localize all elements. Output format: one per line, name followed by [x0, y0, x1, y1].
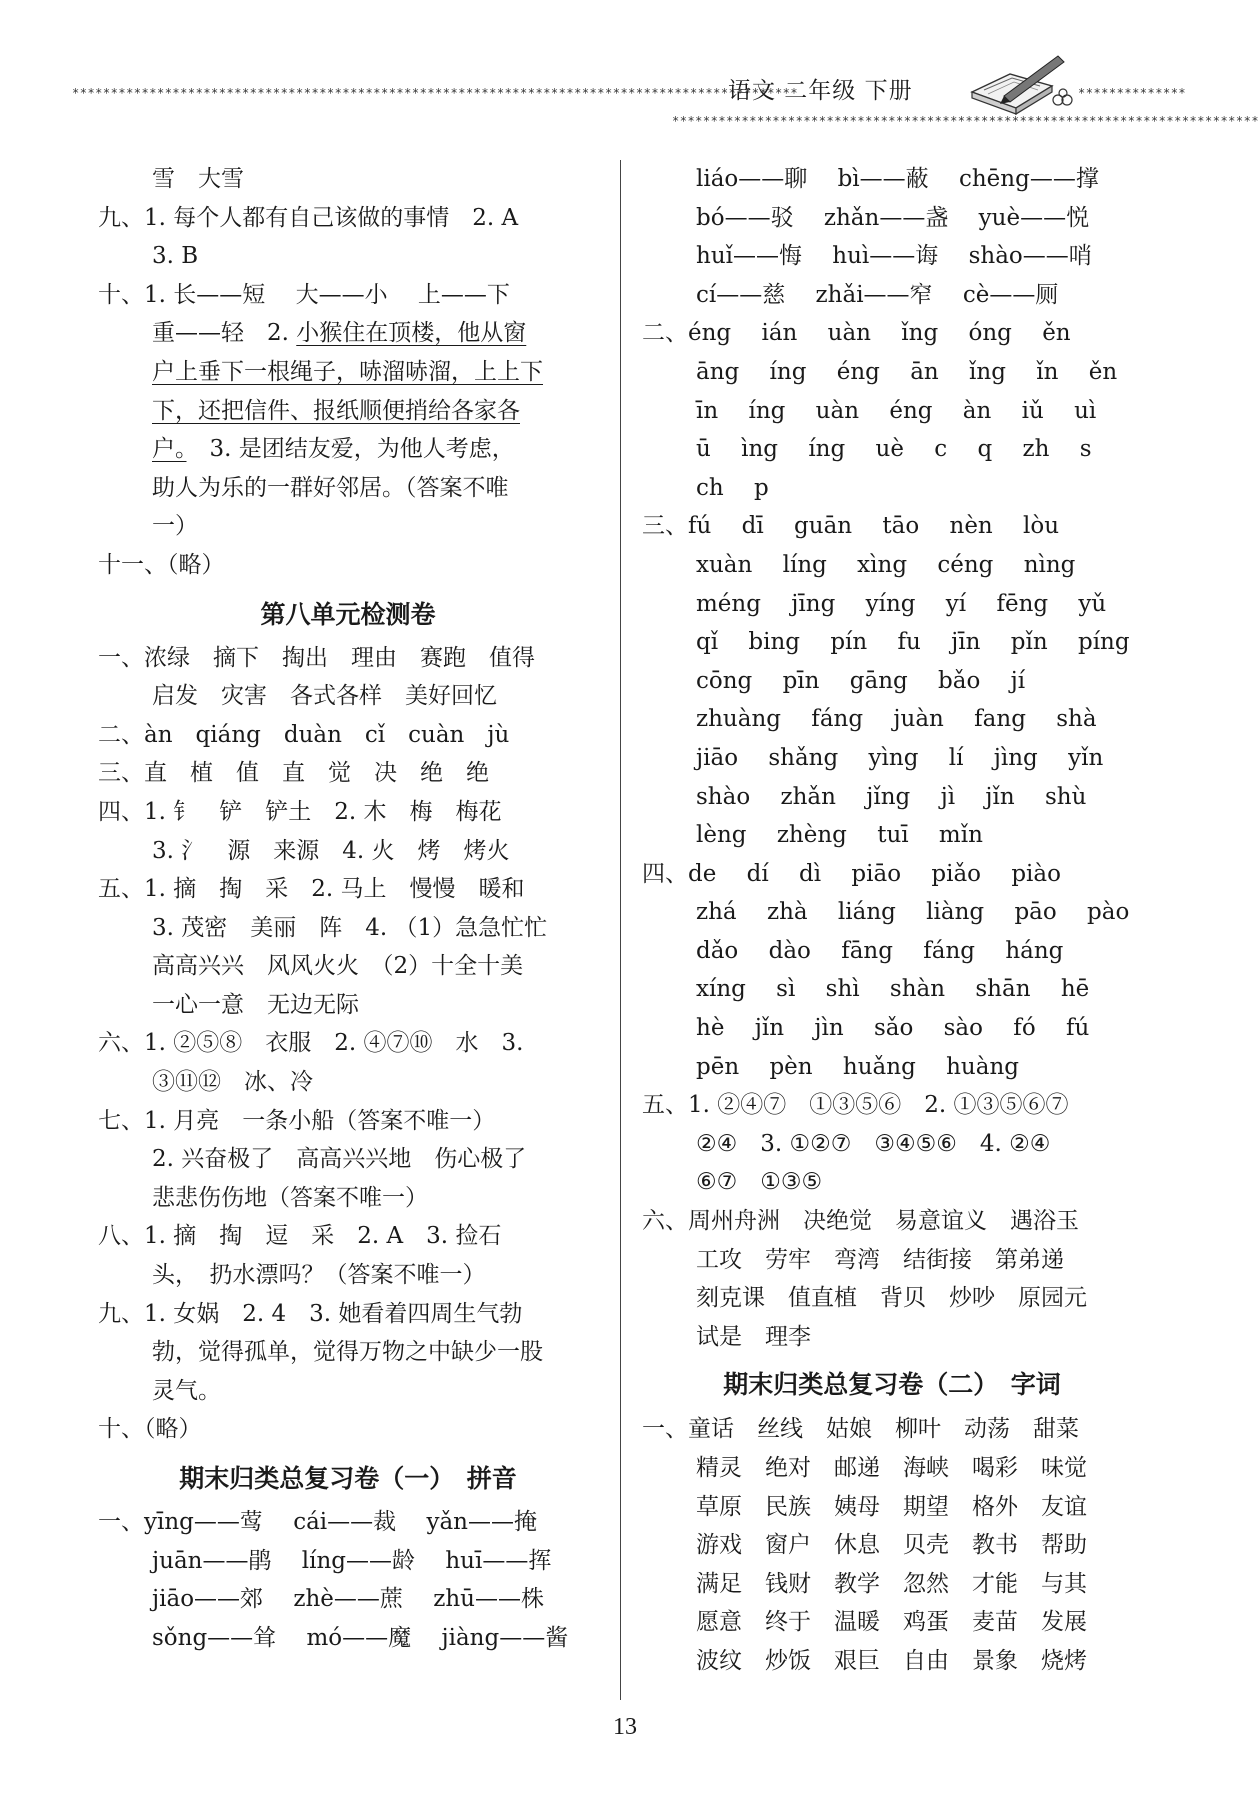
answer-line-continued: 2. 兴奋极了 高高兴兴地 伤心极了 — [152, 1146, 527, 1173]
answer-line-continued: bó——驳 zhǎn——盏 yuè——悦 — [696, 204, 1090, 231]
answer-line: 九、1. 女娲 2. 4 3. 她看着四周生气勃 — [98, 1300, 523, 1327]
answer-line-continued: 3. 茂密 美丽 阵 4. （1）急急忙忙 — [152, 914, 548, 941]
answer-line-continued: 3. 氵 源 来源 4. 火 烤 烤火 — [152, 837, 510, 864]
answer-line: 九、1. 每个人都有自己该做的事情 2. A — [98, 204, 519, 231]
answer-line-continued: cí——慈 zhǎi——窄 cè——厕 — [696, 281, 1059, 308]
answer-line: 六、1. ②⑤⑧ 衣服 2. ④⑦⑩ 水 3. — [98, 1030, 524, 1057]
answer-line-continued: 刻克课 值直植 背贝 炒吵 原园元 — [696, 1285, 1087, 1312]
answer-line-continued — [98, 314, 598, 353]
page-number: 13 — [613, 1714, 637, 1740]
answer-line-continued: ③⑪⑫ 冰、冷 — [152, 1069, 313, 1096]
answer-text: 3. 是团结友爱，为他人考虑， — [186, 436, 515, 463]
answer-line-continued: zhá zhà liáng liàng pāo pào — [696, 899, 1130, 926]
answer-line: 七、1. 月亮 一条小船（答案不唯一） — [98, 1107, 496, 1134]
answer-line-continued: zhuàng fáng juàn fang shà — [696, 706, 1097, 733]
answer-line-continued: xíng sì shì shàn shān hē — [696, 976, 1090, 1003]
underlined-answer-text: 户。 — [152, 436, 187, 463]
answer-line-continued: méng jīng yíng yí fēng yǔ — [696, 590, 1107, 617]
underlined-answer-text: 小猴住在顶楼，他从窗 — [296, 320, 527, 347]
answer-line-continued: huǐ——悔 huì——诲 shào——哨 — [696, 243, 1092, 270]
header-dotted-rule-left: ********************************************************************************************** — [72, 86, 799, 100]
book-with-pencil-icon — [966, 52, 1076, 122]
answer-line-continued: lèng zhèng tuī mǐn — [696, 822, 983, 849]
answer-line-continued: 高高兴兴 风风火火 （2）十全十美 — [152, 953, 524, 980]
answer-line-continued: 灵气。 — [152, 1377, 221, 1404]
answer-line: 十、1. 长——短 大——小 上——下 — [98, 281, 510, 308]
answer-line-continued: 草原 民族 姨母 期望 格外 友谊 — [696, 1493, 1087, 1520]
answer-line-continued: 一） — [152, 513, 198, 540]
answer-line: 四、de dí dì piāo piǎo piào — [642, 860, 1061, 887]
answer-line-continued: 一心一意 无边无际 — [152, 991, 359, 1018]
answer-line-continued: xuàn líng xìng céng nìng — [696, 551, 1076, 578]
answer-line: 二、éng ián uàn ǐng óng ěn — [642, 320, 1071, 347]
answer-line-continued — [98, 353, 598, 392]
answer-line-continued: sǒng——耸 mó——魔 jiàng——酱 — [152, 1624, 569, 1651]
answer-line-continued — [98, 392, 598, 431]
answer-line: 二、àn qiáng duàn cǐ cuàn jù — [98, 721, 510, 748]
section-heading: 第八单元检测卷 — [260, 599, 436, 629]
answer-line: 六、周州舟洲 决绝觉 易意谊义 遇浴玉 — [642, 1208, 1079, 1235]
right-answer-column — [642, 160, 1142, 1681]
answer-line-continued: 游戏 窗户 休息 贝壳 教书 帮助 — [696, 1532, 1087, 1559]
answer-line-continued: liáo——聊 bì——蔽 chēng——撑 — [696, 166, 1099, 192]
answer-line-continued: ②④ 3. ①②⑦ ③④⑤⑥ 4. ②④ — [696, 1130, 1051, 1157]
header-dotted-rule-right: ************** — [1078, 86, 1187, 100]
answer-line: 一、童话 丝线 姑娘 柳叶 动荡 甜菜 — [642, 1416, 1079, 1443]
answer-line: 八、1. 摘 掏 逗 采 2. A 3. 捡石 — [98, 1223, 502, 1250]
answer-line-continued: jiāo shǎng yìng lí jìng yǐn — [696, 744, 1104, 771]
answer-line-continued: īn íng uàn éng àn iǔ uì — [696, 397, 1097, 424]
answer-line: 十、（略） — [98, 1416, 202, 1443]
answer-line: 五、1. ②④⑦ ①③⑤⑥ 2. ①③⑤⑥⑦ — [642, 1092, 1069, 1119]
answer-line-continued: 悲悲伤伤地（答案不唯一） — [152, 1184, 428, 1211]
section-heading: 期末归类总复习卷（一） 拼音 — [179, 1464, 517, 1493]
answer-line: 一、浓绿 摘下 掏出 理由 赛跑 值得 — [98, 644, 535, 671]
section-heading: 期末归类总复习卷（二） 字词 — [723, 1370, 1061, 1400]
answer-line-continued: ch p — [696, 474, 769, 501]
answer-line-continued: cōng pīn gāng bǎo jí — [696, 667, 1026, 694]
answer-line-continued: ū ìng íng uè c q zh s — [696, 436, 1092, 463]
answer-line: 一、yīng——莺 cái——裁 yǎn——掩 — [98, 1509, 537, 1535]
answer-line-continued: 试是 理李 — [696, 1323, 811, 1350]
answer-line-continued: 雪 大雪 — [152, 166, 244, 192]
answer-line-continued — [98, 430, 598, 469]
answer-line-continued: 满足 钱财 教学 忽然 才能 与其 — [696, 1570, 1087, 1597]
answer-line: 三、直 植 值 直 觉 决 绝 绝 — [98, 760, 489, 787]
answer-line-continued: 头， 扔水漂吗？（答案不唯一） — [152, 1262, 486, 1289]
header-dotted-rule-lower: **************************************************************************** — [672, 114, 1259, 128]
answer-line-continued: āng íng éng ān ǐng ǐn ěn — [696, 358, 1118, 385]
header-subject-grade: 语文 二年级 下册 — [728, 78, 913, 104]
underlined-answer-text: 下，还把信件、报纸顺便捎给各家各 — [152, 397, 520, 424]
page-header — [0, 0, 1259, 140]
answer-line-continued: ⑥⑦ ①③⑤ — [696, 1169, 823, 1196]
column-divider — [620, 160, 621, 1700]
answer-line-continued: 精灵 绝对 邮递 海峡 喝彩 味觉 — [696, 1455, 1087, 1481]
answer-line-continued: 启发 灾害 各式各样 美好回忆 — [152, 683, 497, 710]
answer-line: 四、1. 钅 铲 铲土 2. 木 梅 梅花 — [98, 798, 502, 825]
answer-line-continued: 助人为乐的一群好邻居。（答案不唯 — [152, 474, 509, 501]
answer-line-continued: 波纹 炒饭 艰巨 自由 景象 烧烤 — [696, 1647, 1087, 1674]
answer-line: 十一、（略） — [98, 551, 225, 578]
underlined-answer-text: 户上垂下一根绳子，哧溜哧溜，上上下 — [152, 358, 543, 385]
answer-line: 三、fú dī guān tāo nèn lòu — [642, 513, 1060, 540]
answer-line-continued: hè jǐn jìn sǎo sào fó fú — [696, 1015, 1090, 1042]
answer-line-continued: 勃，觉得孤单，觉得万物之中缺少一股 — [152, 1339, 543, 1366]
answer-text: 重——轻 2. — [152, 320, 297, 347]
answer-line-continued: shào zhǎn jǐng jì jǐn shù — [696, 783, 1087, 810]
answer-line-continued: 愿意 终于 温暖 鸡蛋 麦苗 发展 — [696, 1609, 1087, 1636]
answer-line-continued: jiāo——郊 zhè——蔗 zhū——株 — [152, 1586, 544, 1613]
answer-line: 五、1. 摘 掏 采 2. 马上 慢慢 暖和 — [98, 876, 525, 903]
left-answer-column — [98, 160, 598, 1657]
answer-line-continued: 工攻 劳牢 弯湾 结街接 第弟递 — [696, 1246, 1064, 1273]
answer-line-continued: juān——鹃 líng——龄 huī——挥 — [152, 1547, 552, 1574]
answer-line-continued: dǎo dào fāng fáng háng — [696, 937, 1064, 964]
answer-line-continued: pēn pèn huǎng huàng — [696, 1053, 1019, 1080]
answer-line-continued: qǐ bing pín fu jīn pǐn píng — [696, 629, 1130, 656]
answer-line-continued: 3. B — [152, 243, 199, 270]
